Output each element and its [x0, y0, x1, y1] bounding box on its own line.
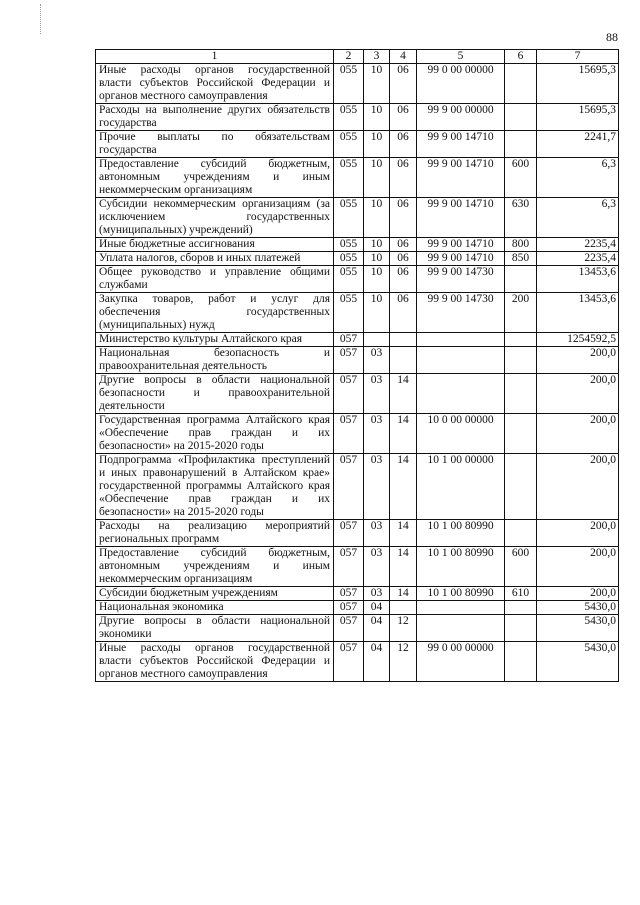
row-name-cell: Иные бюджетные ассигнования — [96, 238, 334, 252]
amount-cell: 200,0 — [537, 587, 619, 601]
expense-type-cell — [505, 64, 537, 104]
section-code-cell: 10 — [364, 238, 390, 252]
section-code-cell: 04 — [364, 615, 390, 642]
table-row — [96, 347, 619, 374]
target-article-cell — [417, 615, 505, 642]
table-row — [96, 414, 619, 454]
section-code-cell: 04 — [364, 601, 390, 615]
subsection-code-cell: 06 — [390, 252, 417, 266]
table-row — [96, 238, 619, 252]
amount-cell: 13453,6 — [537, 293, 619, 333]
row-name-cell: Субсидии некоммерческим организациям (за исключением государственных (муниципальных) учреждений) — [96, 198, 334, 238]
expense-type-cell — [505, 414, 537, 454]
target-article-cell: 99 9 00 14730 — [417, 266, 505, 293]
target-article-cell: 99 0 00 00000 — [417, 64, 505, 104]
expense-type-cell — [505, 104, 537, 131]
ministry-code-cell: 055 — [334, 238, 364, 252]
ministry-code-cell: 057 — [334, 454, 364, 520]
expense-type-cell: 850 — [505, 252, 537, 266]
table-row — [96, 131, 619, 158]
table-header-row — [96, 50, 619, 64]
amount-cell: 5430,0 — [537, 642, 619, 682]
expense-type-cell — [505, 520, 537, 547]
expense-type-cell — [505, 333, 537, 347]
expense-type-cell — [505, 642, 537, 682]
row-name-cell: Закупка товаров, работ и услуг для обеспечения государственных (муниципальных) нужд — [96, 293, 334, 333]
expense-type-cell — [505, 615, 537, 642]
amount-cell: 2235,4 — [537, 238, 619, 252]
expense-type-cell — [505, 266, 537, 293]
table-row — [96, 198, 619, 238]
ministry-code-cell: 057 — [334, 615, 364, 642]
subsection-code-cell: 12 — [390, 615, 417, 642]
amount-cell: 2241,7 — [537, 131, 619, 158]
table-row — [96, 158, 619, 198]
row-name-cell: Национальная экономика — [96, 601, 334, 615]
row-name-cell: Иные расходы органов государственной власти субъектов Российской Федерации и органов местного самоуправления — [96, 64, 334, 104]
budget-table-body — [96, 50, 619, 682]
expense-type-cell: 610 — [505, 587, 537, 601]
table-row — [96, 374, 619, 414]
ministry-code-cell: 057 — [334, 414, 364, 454]
section-code-cell: 04 — [364, 642, 390, 682]
row-name-cell: Национальная безопасность и правоохранительная деятельность — [96, 347, 334, 374]
row-name-cell: Государственная программа Алтайского края «Обеспечение прав граждан и их безопасности» на 2015-2020 годы — [96, 414, 334, 454]
amount-cell: 1254592,5 — [537, 333, 619, 347]
row-name-cell: Расходы на выполнение других обязательств государства — [96, 104, 334, 131]
subsection-code-cell: 12 — [390, 642, 417, 682]
column-header: 2 — [334, 50, 364, 64]
table-row — [96, 642, 619, 682]
subsection-code-cell — [390, 347, 417, 374]
table-row — [96, 252, 619, 266]
column-header: 6 — [505, 50, 537, 64]
row-name-cell: Расходы на реализацию мероприятий региональных программ — [96, 520, 334, 547]
table-row — [96, 615, 619, 642]
ministry-code-cell: 055 — [334, 252, 364, 266]
subsection-code-cell: 14 — [390, 587, 417, 601]
amount-cell: 13453,6 — [537, 266, 619, 293]
column-header: 1 — [96, 50, 334, 64]
subsection-code-cell: 14 — [390, 414, 417, 454]
section-code-cell: 10 — [364, 266, 390, 293]
subsection-code-cell: 06 — [390, 266, 417, 293]
section-code-cell: 10 — [364, 104, 390, 131]
subsection-code-cell: 14 — [390, 520, 417, 547]
expense-type-cell: 600 — [505, 158, 537, 198]
amount-cell: 200,0 — [537, 347, 619, 374]
expense-type-cell — [505, 131, 537, 158]
subsection-code-cell: 06 — [390, 293, 417, 333]
amount-cell: 6,3 — [537, 158, 619, 198]
row-name-cell: Прочие выплаты по обязательствам государства — [96, 131, 334, 158]
target-article-cell — [417, 347, 505, 374]
subsection-code-cell — [390, 601, 417, 615]
expense-type-cell — [505, 454, 537, 520]
section-code-cell: 10 — [364, 293, 390, 333]
target-article-cell: 99 9 00 14710 — [417, 252, 505, 266]
ministry-code-cell: 057 — [334, 520, 364, 547]
ministry-code-cell: 055 — [334, 158, 364, 198]
section-code-cell: 10 — [364, 252, 390, 266]
amount-cell: 200,0 — [537, 374, 619, 414]
budget-table — [95, 49, 619, 682]
subsection-code-cell: 06 — [390, 104, 417, 131]
section-code-cell: 03 — [364, 520, 390, 547]
ministry-code-cell: 055 — [334, 293, 364, 333]
table-row — [96, 333, 619, 347]
amount-cell: 6,3 — [537, 198, 619, 238]
target-article-cell — [417, 333, 505, 347]
column-header: 7 — [537, 50, 619, 64]
ministry-code-cell: 057 — [334, 547, 364, 587]
row-name-cell: Предоставление субсидий бюджетным, автономным учреждениям и иным некоммерческим организациям — [96, 158, 334, 198]
section-code-cell: 03 — [364, 414, 390, 454]
ministry-code-cell: 057 — [334, 347, 364, 374]
amount-cell: 15695,3 — [537, 104, 619, 131]
target-article-cell: 10 1 00 80990 — [417, 587, 505, 601]
column-header: 5 — [417, 50, 505, 64]
table-row — [96, 547, 619, 587]
ministry-code-cell: 055 — [334, 64, 364, 104]
table-row — [96, 454, 619, 520]
subsection-code-cell: 06 — [390, 131, 417, 158]
expense-type-cell — [505, 601, 537, 615]
amount-cell: 2235,4 — [537, 252, 619, 266]
row-name-cell: Министерство культуры Алтайского края — [96, 333, 334, 347]
table-row — [96, 293, 619, 333]
ministry-code-cell: 055 — [334, 104, 364, 131]
section-code-cell: 03 — [364, 587, 390, 601]
target-article-cell: 99 9 00 14710 — [417, 158, 505, 198]
target-article-cell — [417, 601, 505, 615]
subsection-code-cell: 14 — [390, 374, 417, 414]
section-code-cell: 10 — [364, 64, 390, 104]
table-row — [96, 587, 619, 601]
target-article-cell: 99 9 00 00000 — [417, 104, 505, 131]
row-name-cell: Другие вопросы в области национальной безопасности и правоохранительной деятельности — [96, 374, 334, 414]
ministry-code-cell: 057 — [334, 374, 364, 414]
column-header: 3 — [364, 50, 390, 64]
subsection-code-cell: 06 — [390, 64, 417, 104]
expense-type-cell: 800 — [505, 238, 537, 252]
table-row — [96, 520, 619, 547]
ministry-code-cell: 055 — [334, 266, 364, 293]
page-number: 88 — [606, 30, 618, 44]
target-article-cell: 99 9 00 14710 — [417, 198, 505, 238]
section-code-cell: 10 — [364, 198, 390, 238]
table-row — [96, 104, 619, 131]
target-article-cell: 10 0 00 00000 — [417, 414, 505, 454]
table-row — [96, 601, 619, 615]
subsection-code-cell: 14 — [390, 454, 417, 520]
row-name-cell: Другие вопросы в области национальной экономики — [96, 615, 334, 642]
row-name-cell: Предоставление субсидий бюджетным, автономным учреждениям и иным некоммерческим организациям — [96, 547, 334, 587]
target-article-cell — [417, 374, 505, 414]
ministry-code-cell: 057 — [334, 601, 364, 615]
table-row — [96, 266, 619, 293]
ministry-code-cell: 055 — [334, 131, 364, 158]
target-article-cell: 99 9 00 14710 — [417, 238, 505, 252]
row-name-cell: Субсидии бюджетным учреждениям — [96, 587, 334, 601]
section-code-cell: 10 — [364, 131, 390, 158]
ministry-code-cell: 057 — [334, 587, 364, 601]
row-name-cell: Уплата налогов, сборов и иных платежей — [96, 252, 334, 266]
target-article-cell: 10 1 00 00000 — [417, 454, 505, 520]
table-row — [96, 64, 619, 104]
target-article-cell: 99 0 00 00000 — [417, 642, 505, 682]
subsection-code-cell — [390, 333, 417, 347]
amount-cell: 200,0 — [537, 454, 619, 520]
expense-type-cell: 630 — [505, 198, 537, 238]
ministry-code-cell: 055 — [334, 198, 364, 238]
subsection-code-cell: 06 — [390, 198, 417, 238]
amount-cell: 5430,0 — [537, 601, 619, 615]
section-code-cell — [364, 333, 390, 347]
amount-cell: 5430,0 — [537, 615, 619, 642]
expense-type-cell — [505, 374, 537, 414]
section-code-cell: 03 — [364, 374, 390, 414]
ministry-code-cell: 057 — [334, 642, 364, 682]
section-code-cell: 10 — [364, 158, 390, 198]
amount-cell: 15695,3 — [537, 64, 619, 104]
subsection-code-cell: 06 — [390, 238, 417, 252]
target-article-cell: 10 1 00 80990 — [417, 547, 505, 587]
section-code-cell: 03 — [364, 454, 390, 520]
section-code-cell: 03 — [364, 547, 390, 587]
amount-cell: 200,0 — [537, 547, 619, 587]
scan-margin-specks — [40, 4, 43, 34]
row-name-cell: Общее руководство и управление общими службами — [96, 266, 334, 293]
amount-cell: 200,0 — [537, 414, 619, 454]
amount-cell: 200,0 — [537, 520, 619, 547]
ministry-code-cell: 057 — [334, 333, 364, 347]
target-article-cell: 99 9 00 14710 — [417, 131, 505, 158]
target-article-cell: 99 9 00 14730 — [417, 293, 505, 333]
expense-type-cell — [505, 347, 537, 374]
subsection-code-cell: 06 — [390, 158, 417, 198]
expense-type-cell: 200 — [505, 293, 537, 333]
row-name-cell: Иные расходы органов государственной власти субъектов Российской Федерации и органов местного самоуправления — [96, 642, 334, 682]
section-code-cell: 03 — [364, 347, 390, 374]
subsection-code-cell: 14 — [390, 547, 417, 587]
row-name-cell: Подпрограмма «Профилактика преступлений и иных правонарушений в Алтайском крае» государственной программы Алтайского края «Обеспечение прав граждан и их безопасности» на 2015-2020 годы — [96, 454, 334, 520]
target-article-cell: 10 1 00 80990 — [417, 520, 505, 547]
column-header: 4 — [390, 50, 417, 64]
expense-type-cell: 600 — [505, 547, 537, 587]
